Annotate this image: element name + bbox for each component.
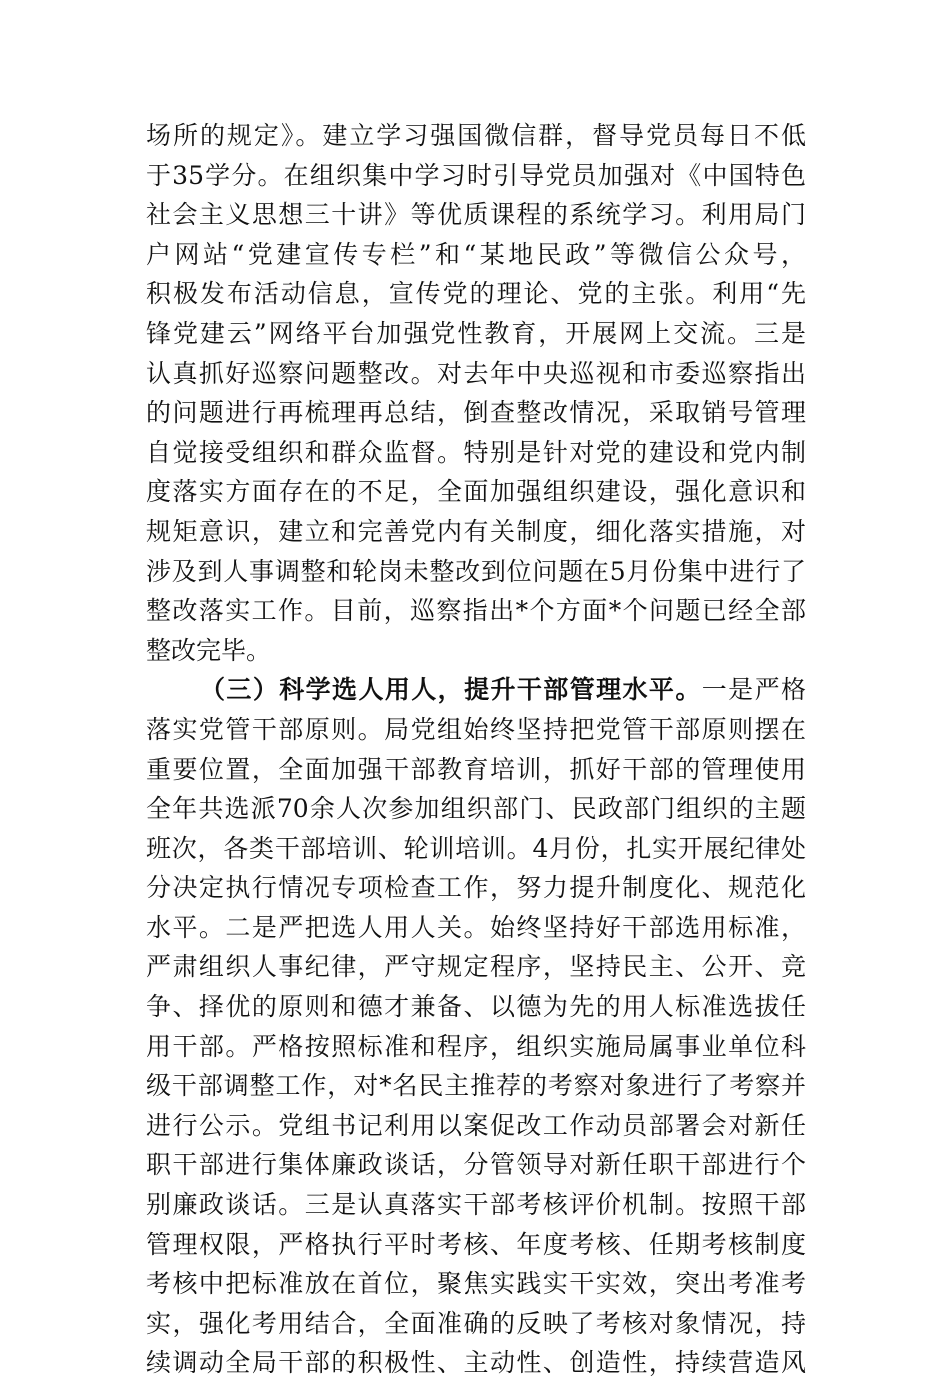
paragraph-line: 落实党管干部原则。局党组始终坚持把党管干部原则摆在 [146,714,806,744]
section-first-line [146,670,806,710]
paragraph-line: 涉及到人事调整和轮岗未整改到位问题在5月份集中进行了 [146,556,806,586]
paragraph-line: 锋党建云”网络平台加强党性教育，开展网上交流。三是 [146,318,806,348]
paragraph-line: 积极发布活动信息，宣传党的理论、党的主张。利用“先 [146,279,806,309]
paragraph-line: 度落实方面存在的不足，全面加强组织建设，强化意识和 [146,477,806,507]
paragraph-line: 别廉政谈话。三是认真落实干部考核评价机制。按照干部 [146,1190,806,1220]
section-first-line-text: 一是严格 [701,675,806,705]
paragraph-line: 争、择优的原则和德才兼备、以德为先的用人标准选拔任 [146,992,806,1022]
paragraph-line: 实，强化考用结合，全面准确的反映了考核对象情况，持 [146,1308,806,1338]
paragraph-line: 考核中把标准放在首位，聚焦实践实干实效，突出考准考 [146,1269,806,1299]
paragraph-line: 户网站“党建宣传专栏”和“某地民政”等微信公众号， [146,239,806,269]
paragraph-line: 续调动全局干部的积极性、主动性、创造性，持续营造风 [146,1348,806,1378]
paragraph-line: 级干部调整工作，对*名民主推荐的考察对象进行了考察并 [146,1071,806,1101]
paragraph-line: 重要位置，全面加强干部教育培训，抓好干部的管理使用 [146,754,806,784]
paragraph-line: 自觉接受组织和群众监督。特别是针对党的建设和党内制 [146,437,806,467]
paragraph-line: 管理权限，严格执行平时考核、年度考核、任期考核制度 [146,1229,806,1259]
paragraph-line: 规矩意识，建立和完善党内有关制度，细化落实措施，对 [146,516,806,546]
paragraph-line: 严肃组织人事纪律，严守规定程序，坚持民主、公开、竞 [146,952,806,982]
paragraph-line: 整改完毕。 [146,635,272,665]
paragraph-line: 用干部。严格按照标准和程序，组织实施局属事业单位科 [146,1031,806,1061]
paragraph-line: 全年共选派70余人次参加组织部门、民政部门组织的主题 [146,794,806,824]
paragraph-line: 班次，各类干部培训、轮训培训。4月份，扎实开展纪律处 [146,833,806,863]
paragraph-line: 社会主义思想三十讲》等优质课程的系统学习。利用局门 [146,200,806,230]
paragraph-line: 水平。二是严把选人用人关。始终坚持好干部选用标准， [146,912,806,942]
paragraph-line: 整改落实工作。目前，巡察指出*个方面*个问题已经全部 [146,596,806,626]
paragraph-line: 于35学分。在组织集中学习时引导党员加强对《中国特色 [146,160,806,190]
section-heading: （三）科学选人用人，提升干部管理水平。 [200,675,702,705]
paragraph-line: 分决定执行情况专项检查工作，努力提升制度化、规范化 [146,873,806,903]
document-body [146,116,806,1383]
paragraph-line: 认真抓好巡察问题整改。对去年中央巡视和市委巡察指出 [146,358,806,388]
paragraph-line: 场所的规定》。建立学习强国微信群，督导党员每日不低 [146,121,806,150]
paragraph-line: 进行公示。党组书记利用以案促改工作动员部署会对新任 [146,1110,806,1140]
paragraph-line: 职干部进行集体廉政谈话，分管领导对新任职干部进行个 [146,1150,806,1180]
paragraph-line: 的问题进行再梳理再总结，倒查整改情况，采取销号管理 [146,398,806,428]
